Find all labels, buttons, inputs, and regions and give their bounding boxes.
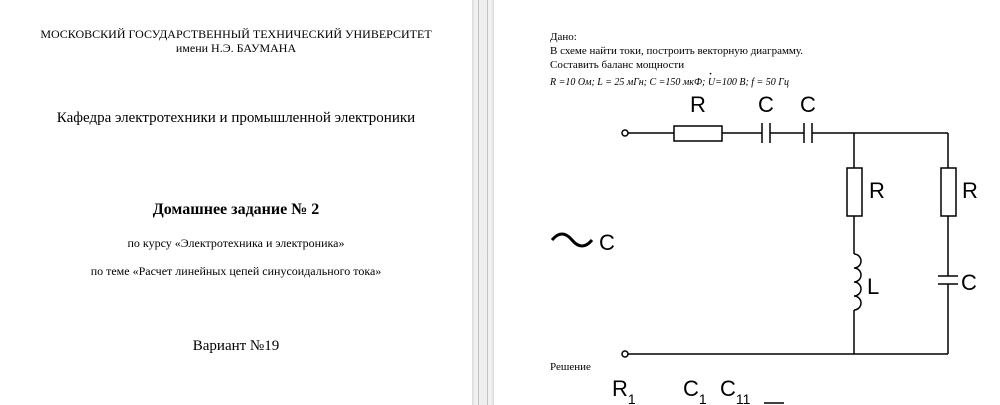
param-u-symbol: · U: [708, 77, 715, 88]
label-mid-l: L: [867, 274, 880, 299]
label-top-c2: C: [800, 92, 816, 117]
param-u-value: =100 В;: [715, 77, 749, 88]
param-c: C =150 мкФ;: [649, 77, 706, 88]
label-right-r: R: [962, 178, 978, 203]
variant-number: Вариант №19: [192, 338, 280, 354]
page-gutter: [472, 0, 494, 405]
university-name: [0, 27, 472, 55]
given-label: Дано:: [550, 31, 577, 43]
param-l: L = 25 мГн;: [597, 77, 647, 88]
sol-label-r1: $R_1$: [612, 376, 636, 405]
circuit-diagram: [494, 0, 1000, 405]
right-page: [494, 0, 1000, 405]
label-top-c1: C: [758, 92, 774, 117]
department-name: Кафедра электротехники и промышленной электроники: [56, 110, 416, 126]
solution-diagram-partial: [612, 376, 784, 405]
university-line-2: имени Н.Э. БАУМАНА: [175, 41, 297, 55]
ac-source-icon: [552, 234, 592, 246]
task-line-2: Составить баланс мощности: [550, 59, 685, 71]
sol-label-c1: $C_1$: [683, 376, 707, 405]
input-terminal-top: [622, 130, 628, 136]
sol-label-c11: $C_{11}$: [720, 376, 751, 405]
topic-line: по теме «Расчет линейных цепей синусоидального тока»: [90, 264, 382, 278]
university-line-1: МОСКОВСКИЙ ГОСУДАРСТВЕННЫЙ ТЕХНИЧЕСКИЙ УНИВЕРСИТЕТ: [40, 27, 432, 41]
label-right-c: C: [961, 270, 977, 295]
inductor-middle: [854, 254, 861, 310]
task-line-1: В схеме найти токи, построить векторную диаграмму.: [550, 45, 804, 57]
solution-label: Решение: [550, 361, 591, 373]
resistor-top: [674, 126, 722, 141]
resistor-middle: [847, 168, 862, 216]
input-terminal-bottom: [622, 351, 628, 357]
param-f: f = 50 Гц: [751, 77, 789, 88]
homework-title: Домашнее задание № 2: [152, 201, 320, 218]
label-mid-r: R: [869, 178, 885, 203]
param-r: R =10 Ом;: [550, 77, 595, 88]
course-line: по курсу «Электротехника и электроника»: [127, 236, 345, 250]
resistor-right: [941, 168, 956, 216]
label-top-r: R: [690, 92, 706, 117]
left-page: [0, 0, 472, 405]
label-source: C: [599, 230, 615, 255]
